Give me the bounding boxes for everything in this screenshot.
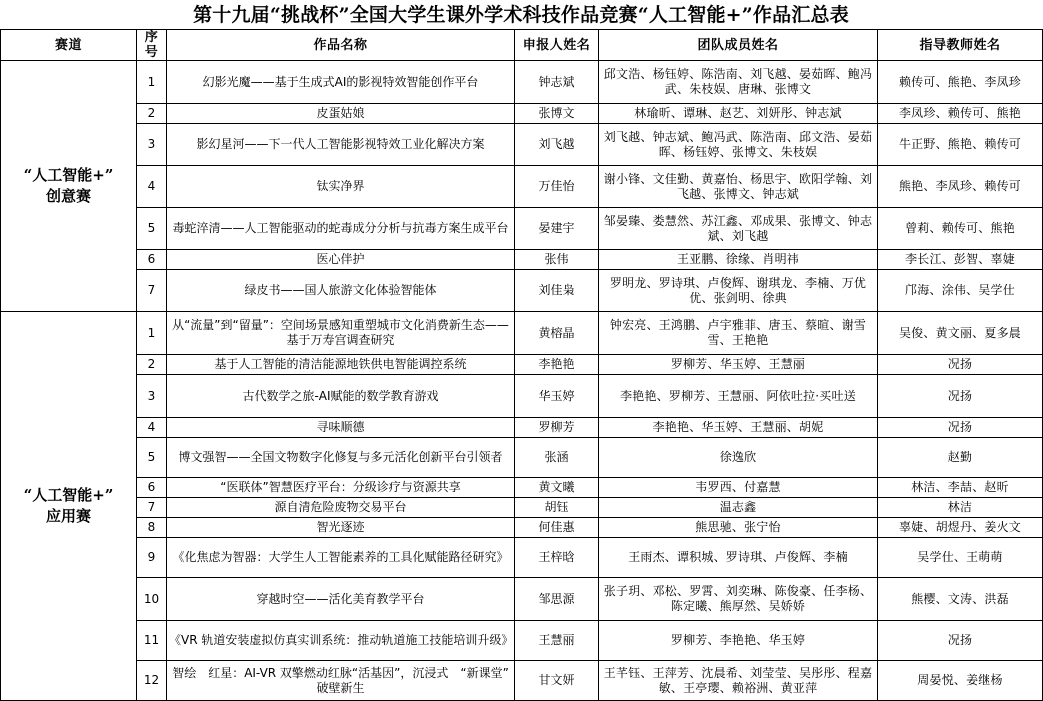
applicant-name: 何佳惠: [515, 518, 599, 538]
team-members: 张子玥、邓松、罗霄、刘奕琳、陈俊豪、任李杨、陈定曦、熊厚然、吴娇娇: [599, 578, 878, 621]
team-members: 熊思驰、张宁怡: [599, 518, 878, 538]
team-members: 邹晏臻、娄慧然、苏江鑫、邓成果、张博文、钟志斌、刘飞越: [599, 208, 878, 250]
advisor-names: 赖传可、熊艳、李凤珍: [878, 61, 1043, 104]
work-name: 古代数学之旅-AI赋能的数学教育游戏: [167, 375, 515, 418]
advisor-names: 吴俊、黄文丽、夏多晨: [878, 312, 1043, 355]
work-name: 《化焦虑为智器：大学生人工智能素养的工具化赋能路径研究》: [167, 538, 515, 578]
team-members: 刘飞越、钟志斌、鲍冯武、陈浩南、邱文浩、晏茹晖、杨钰婷、张博文、朱枝娱: [599, 124, 878, 166]
header-number: 序号: [137, 30, 167, 61]
team-members: 王芊钰、王萍芳、沈晨希、刘莹莹、吴彤彤、程嘉敏、王亭璎、赖裕洲、黄亚萍: [599, 661, 878, 701]
work-name: 源自清危险废物交易平台: [167, 498, 515, 518]
table-row: [1, 270, 1043, 312]
team-members: 林瑜昕、谭琳、赵艺、刘妍彤、钟志斌: [599, 104, 878, 124]
table-row: [1, 478, 1043, 498]
header-applicant: 申报人姓名: [515, 30, 599, 61]
table-header-row: [1, 30, 1043, 61]
table-row: [1, 124, 1043, 166]
table-row: [1, 104, 1043, 124]
work-name: 从“流量”到“留量”：空间场景感知重塑城市文化消费新生态——基于万寿宫调查研究: [167, 312, 515, 355]
team-members: 王亚鹏、徐缘、肖明祎: [599, 250, 878, 270]
team-members: 罗明龙、罗诗琪、卢俊辉、谢琪龙、李楠、万优优、张剑明、徐典: [599, 270, 878, 312]
advisor-names: 牛正野、熊艳、赖传可: [878, 124, 1043, 166]
team-members: 邱文浩、杨钰婷、陈浩南、刘飞越、晏茹晖、鲍冯武、朱枝娱、唐琳、张博文: [599, 61, 878, 104]
work-number: 12: [137, 661, 167, 701]
applicant-name: 黄文曦: [515, 478, 599, 498]
work-number: 2: [137, 355, 167, 375]
applicant-name: 万佳怡: [515, 166, 599, 208]
applicant-name: 张伟: [515, 250, 599, 270]
work-number: 5: [137, 438, 167, 478]
advisor-names: 李长江、彭智、辜婕: [878, 250, 1043, 270]
advisor-names: 况扬: [878, 375, 1043, 418]
work-name: 幻影光魔——基于生成式AI的影视特效智能创作平台: [167, 61, 515, 104]
team-members: 王雨杰、谭积城、罗诗琪、卢俊辉、李楠: [599, 538, 878, 578]
work-number: 9: [137, 538, 167, 578]
applicant-name: 张博文: [515, 104, 599, 124]
applicant-name: 张涵: [515, 438, 599, 478]
applicant-name: 王梓晗: [515, 538, 599, 578]
applicant-name: 华玉婷: [515, 375, 599, 418]
work-number: 5: [137, 208, 167, 250]
work-number: 7: [137, 498, 167, 518]
advisor-names: 熊樱、文涛、洪磊: [878, 578, 1043, 621]
work-number: 6: [137, 250, 167, 270]
track-name-line: “人工智能+”: [23, 166, 114, 184]
track-cell: [1, 312, 137, 701]
table-row: [1, 518, 1043, 538]
team-members: 徐逸欣: [599, 438, 878, 478]
work-name: 基于人工智能的清洁能源地铁供电智能调控系统: [167, 355, 515, 375]
track-category-line: 应用赛: [45, 507, 91, 525]
work-number: 7: [137, 270, 167, 312]
applicant-name: 胡钰: [515, 498, 599, 518]
team-members: 钟宏亮、王鸿鹏、卢宇雅菲、唐玉、蔡暄、谢雪雪、王艳艳: [599, 312, 878, 355]
table-row: [1, 621, 1043, 661]
applicant-name: 刘飞越: [515, 124, 599, 166]
advisor-names: 辜婕、胡煜丹、姜火文: [878, 518, 1043, 538]
work-name: 钛实净界: [167, 166, 515, 208]
table-row: [1, 250, 1043, 270]
track-name-line: “人工智能+”: [23, 486, 114, 504]
work-name: 影幻星河——下一代人工智能影视特效工业化解决方案: [167, 124, 515, 166]
applicant-name: 甘文妍: [515, 661, 599, 701]
applicant-name: 钟志斌: [515, 61, 599, 104]
team-members: 罗柳芳、李艳艳、华玉婷: [599, 621, 878, 661]
applicant-name: 黄榕晶: [515, 312, 599, 355]
advisor-names: 邝海、涂伟、吴学仕: [878, 270, 1043, 312]
table-row: [1, 438, 1043, 478]
team-members: 李艳艳、华玉婷、王慧丽、胡妮: [599, 418, 878, 438]
track-category-line: 创意赛: [45, 187, 91, 205]
table-row: [1, 578, 1043, 621]
advisor-names: 林洁: [878, 498, 1043, 518]
table-row: [1, 661, 1043, 701]
applicant-name: 邹思源: [515, 578, 599, 621]
document-title: 第十九届“挑战杯”全国大学生课外学术科技作品竞赛“人工智能+”作品汇总表: [193, 4, 849, 26]
work-name: 智光逐迹: [167, 518, 515, 538]
advisor-names: 况扬: [878, 355, 1043, 375]
advisor-names: 况扬: [878, 621, 1043, 661]
table-row: [1, 61, 1043, 104]
applicant-name: 晏建宇: [515, 208, 599, 250]
applicant-name: 李艳艳: [515, 355, 599, 375]
table-row: [1, 418, 1043, 438]
work-number: 6: [137, 478, 167, 498]
team-members: 温志鑫: [599, 498, 878, 518]
advisor-names: 李凤珍、赖传可、熊艳: [878, 104, 1043, 124]
header-team-members: 团队成员姓名: [599, 30, 878, 61]
work-number: 11: [137, 621, 167, 661]
work-number: 8: [137, 518, 167, 538]
work-name: 绿皮书——国人旅游文化体验智能体: [167, 270, 515, 312]
track-cell: [1, 61, 137, 312]
advisor-names: 熊艳、李凤珍、赖传可: [878, 166, 1043, 208]
applicant-name: 刘佳枭: [515, 270, 599, 312]
table-row: [1, 375, 1043, 418]
team-members: 韦罗西、付嘉慧: [599, 478, 878, 498]
work-name: 皮蛋姑娘: [167, 104, 515, 124]
team-members: 谢小锋、文佳勤、黄嘉怡、杨思宇、欧阳学翰、刘飞越、张博文、钟志斌: [599, 166, 878, 208]
advisor-names: 林洁、李喆、赵昕: [878, 478, 1043, 498]
work-number: 2: [137, 104, 167, 124]
table-row: [1, 166, 1043, 208]
advisor-names: 赵勤: [878, 438, 1043, 478]
work-number: 1: [137, 312, 167, 355]
table-row: [1, 208, 1043, 250]
header-track: 赛道: [1, 30, 137, 61]
work-number: 4: [137, 166, 167, 208]
advisor-names: 况扬: [878, 418, 1043, 438]
work-name: 毒蛇淬清——人工智能驱动的蛇毒成分分析与抗毒方案生成平台: [167, 208, 515, 250]
header-work-name: 作品名称: [167, 30, 515, 61]
advisor-names: 吴学仕、王萌萌: [878, 538, 1043, 578]
work-name: 医心伴护: [167, 250, 515, 270]
table-row: [1, 538, 1043, 578]
work-number: 10: [137, 578, 167, 621]
table-row: [1, 498, 1043, 518]
works-summary-table: [0, 29, 1043, 701]
work-number: 1: [137, 61, 167, 104]
work-number: 3: [137, 124, 167, 166]
team-members: 罗柳芳、华玉婷、王慧丽: [599, 355, 878, 375]
work-name: 穿越时空——活化美育教学平台: [167, 578, 515, 621]
header-advisors: 指导教师姓名: [878, 30, 1043, 61]
team-members: 李艳艳、罗柳芳、王慧丽、阿依吐拉·买吐送: [599, 375, 878, 418]
applicant-name: 罗柳芳: [515, 418, 599, 438]
work-name: 《VR 轨道安装虚拟仿真实训系统：推动轨道施工技能培训升级》: [167, 621, 515, 661]
table-row: [1, 312, 1043, 355]
work-number: 4: [137, 418, 167, 438]
applicant-name: 王慧丽: [515, 621, 599, 661]
work-name: 智绘 红星：AI-VR 双擎燃动红脉“活基因”，沉浸式 “新课堂” 破壁新生: [167, 661, 515, 701]
table-row: [1, 355, 1043, 375]
advisor-names: 曾莉、赖传可、熊艳: [878, 208, 1043, 250]
advisor-names: 周晏悦、姜继杨: [878, 661, 1043, 701]
work-name: “医联体”智慧医疗平台：分级诊疗与资源共享: [167, 478, 515, 498]
work-name: 寻味顺德: [167, 418, 515, 438]
work-number: 3: [137, 375, 167, 418]
work-name: 博文强智——全国文物数字化修复与多元活化创新平台引领者: [167, 438, 515, 478]
